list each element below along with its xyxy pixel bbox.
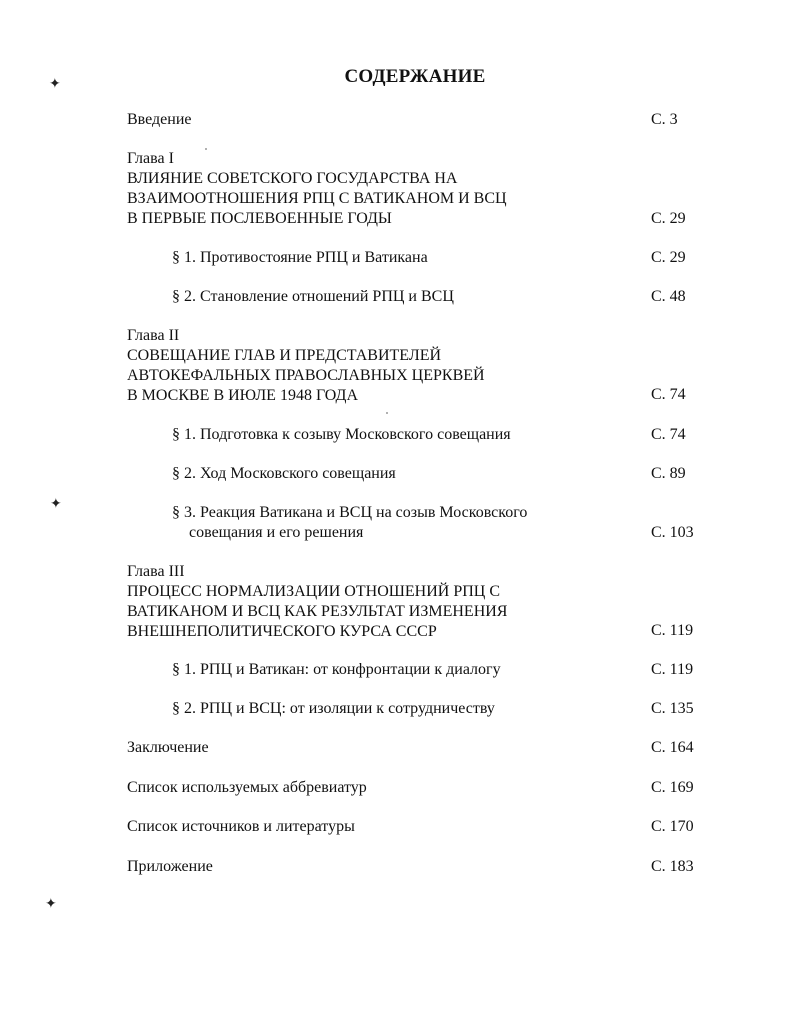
- toc-section: [172, 464, 697, 484]
- chapter-title-line: В ПЕРВЫЕ ПОСЛЕВОЕННЫЕ ГОДЫ: [127, 210, 392, 227]
- section-text: § 3. Реакция Ватикана и ВСЦ на созыв Московского: [172, 504, 528, 521]
- scan-mark-icon: ✦: [49, 77, 61, 92]
- section-text: § 2. Ход Московского совещания: [172, 465, 396, 482]
- entry-page: С. 164: [651, 739, 694, 756]
- chapter-label: Глава III: [127, 563, 185, 580]
- chapter-title-line: В МОСКВЕ В ИЮЛЕ 1948 ГОДА: [127, 387, 359, 404]
- entry-label: Введение: [127, 111, 192, 128]
- section-page: С. 135: [651, 700, 694, 717]
- chapter-label: Глава II: [127, 327, 180, 344]
- toc-section: [172, 503, 697, 543]
- chapter-title-line: ВЗАИМООТНОШЕНИЯ РПЦ С ВАТИКАНОМ И ВСЦ: [127, 190, 507, 207]
- toc-section: [172, 699, 697, 719]
- section-text: § 1. Подготовка к созыву Московского совещания: [172, 426, 511, 443]
- toc-section: [172, 287, 697, 307]
- section-text: § 2. РПЦ и ВСЦ: от изоляции к сотрудничеству: [172, 700, 495, 717]
- chapter-title-line: ВАТИКАНОМ И ВСЦ КАК РЕЗУЛЬТАТ ИЗМЕНЕНИЯ: [127, 603, 508, 620]
- toc-chapter-1: [127, 149, 697, 229]
- section-page: С. 29: [651, 249, 686, 266]
- toc-section: [172, 425, 697, 445]
- entry-label: Приложение: [127, 858, 213, 875]
- toc-entry-intro: [127, 110, 697, 130]
- section-text: § 2. Становление отношений РПЦ и ВСЦ: [172, 288, 454, 305]
- entry-label: Список используемых аббревиатур: [127, 779, 367, 796]
- section-page: С. 119: [651, 661, 694, 678]
- entry-page: С. 3: [651, 111, 678, 128]
- chapter-page: С. 119: [651, 622, 694, 639]
- toc-chapter-2: [127, 326, 697, 406]
- section-page: С. 103: [651, 524, 694, 541]
- toc-chapter-3: [127, 562, 697, 642]
- section-text-cont: совещания и его решения: [189, 524, 364, 541]
- chapter-title-line: ПРОЦЕСС НОРМАЛИЗАЦИИ ОТНОШЕНИЙ РПЦ С: [127, 583, 500, 600]
- chapter-page: С. 74: [651, 386, 686, 403]
- entry-page: С. 170: [651, 818, 694, 835]
- chapter-title-line: СОВЕЩАНИЕ ГЛАВ И ПРЕДСТАВИТЕЛЕЙ: [127, 347, 442, 364]
- section-text: § 1. РПЦ и Ватикан: от конфронтации к диалогу: [172, 661, 501, 678]
- page-title: СОДЕРЖАНИЕ: [344, 66, 486, 87]
- chapter-label: Глава I: [127, 150, 174, 167]
- entry-page: С. 169: [651, 779, 694, 796]
- section-page: С. 74: [651, 426, 686, 443]
- scan-mark-icon: ✦: [45, 897, 57, 912]
- toc-entry-appendix: [127, 857, 697, 877]
- toc-entry-conclusion: [127, 738, 697, 758]
- scan-speck: [386, 412, 388, 414]
- toc-entry-abbreviations: [127, 778, 697, 798]
- toc-entry-sources: [127, 817, 697, 837]
- chapter-title-line: ВЛИЯНИЕ СОВЕТСКОГО ГОСУДАРСТВА НА: [127, 170, 458, 187]
- entry-label: Список источников и литературы: [127, 818, 355, 835]
- entry-label: Заключение: [127, 739, 209, 756]
- section-page: С. 48: [651, 288, 686, 305]
- entry-page: С. 183: [651, 858, 694, 875]
- chapter-title-line: ВНЕШНЕПОЛИТИЧЕСКОГО КУРСА СССР: [127, 623, 437, 640]
- scan-mark-icon: ✦: [50, 497, 62, 512]
- toc-section: [172, 660, 697, 680]
- chapter-title-line: АВТОКЕФАЛЬНЫХ ПРАВОСЛАВНЫХ ЦЕРКВЕЙ: [127, 367, 485, 384]
- toc-section: [172, 248, 697, 268]
- section-text: § 1. Противостояние РПЦ и Ватикана: [172, 249, 428, 266]
- chapter-page: С. 29: [651, 210, 686, 227]
- section-page: С. 89: [651, 465, 686, 482]
